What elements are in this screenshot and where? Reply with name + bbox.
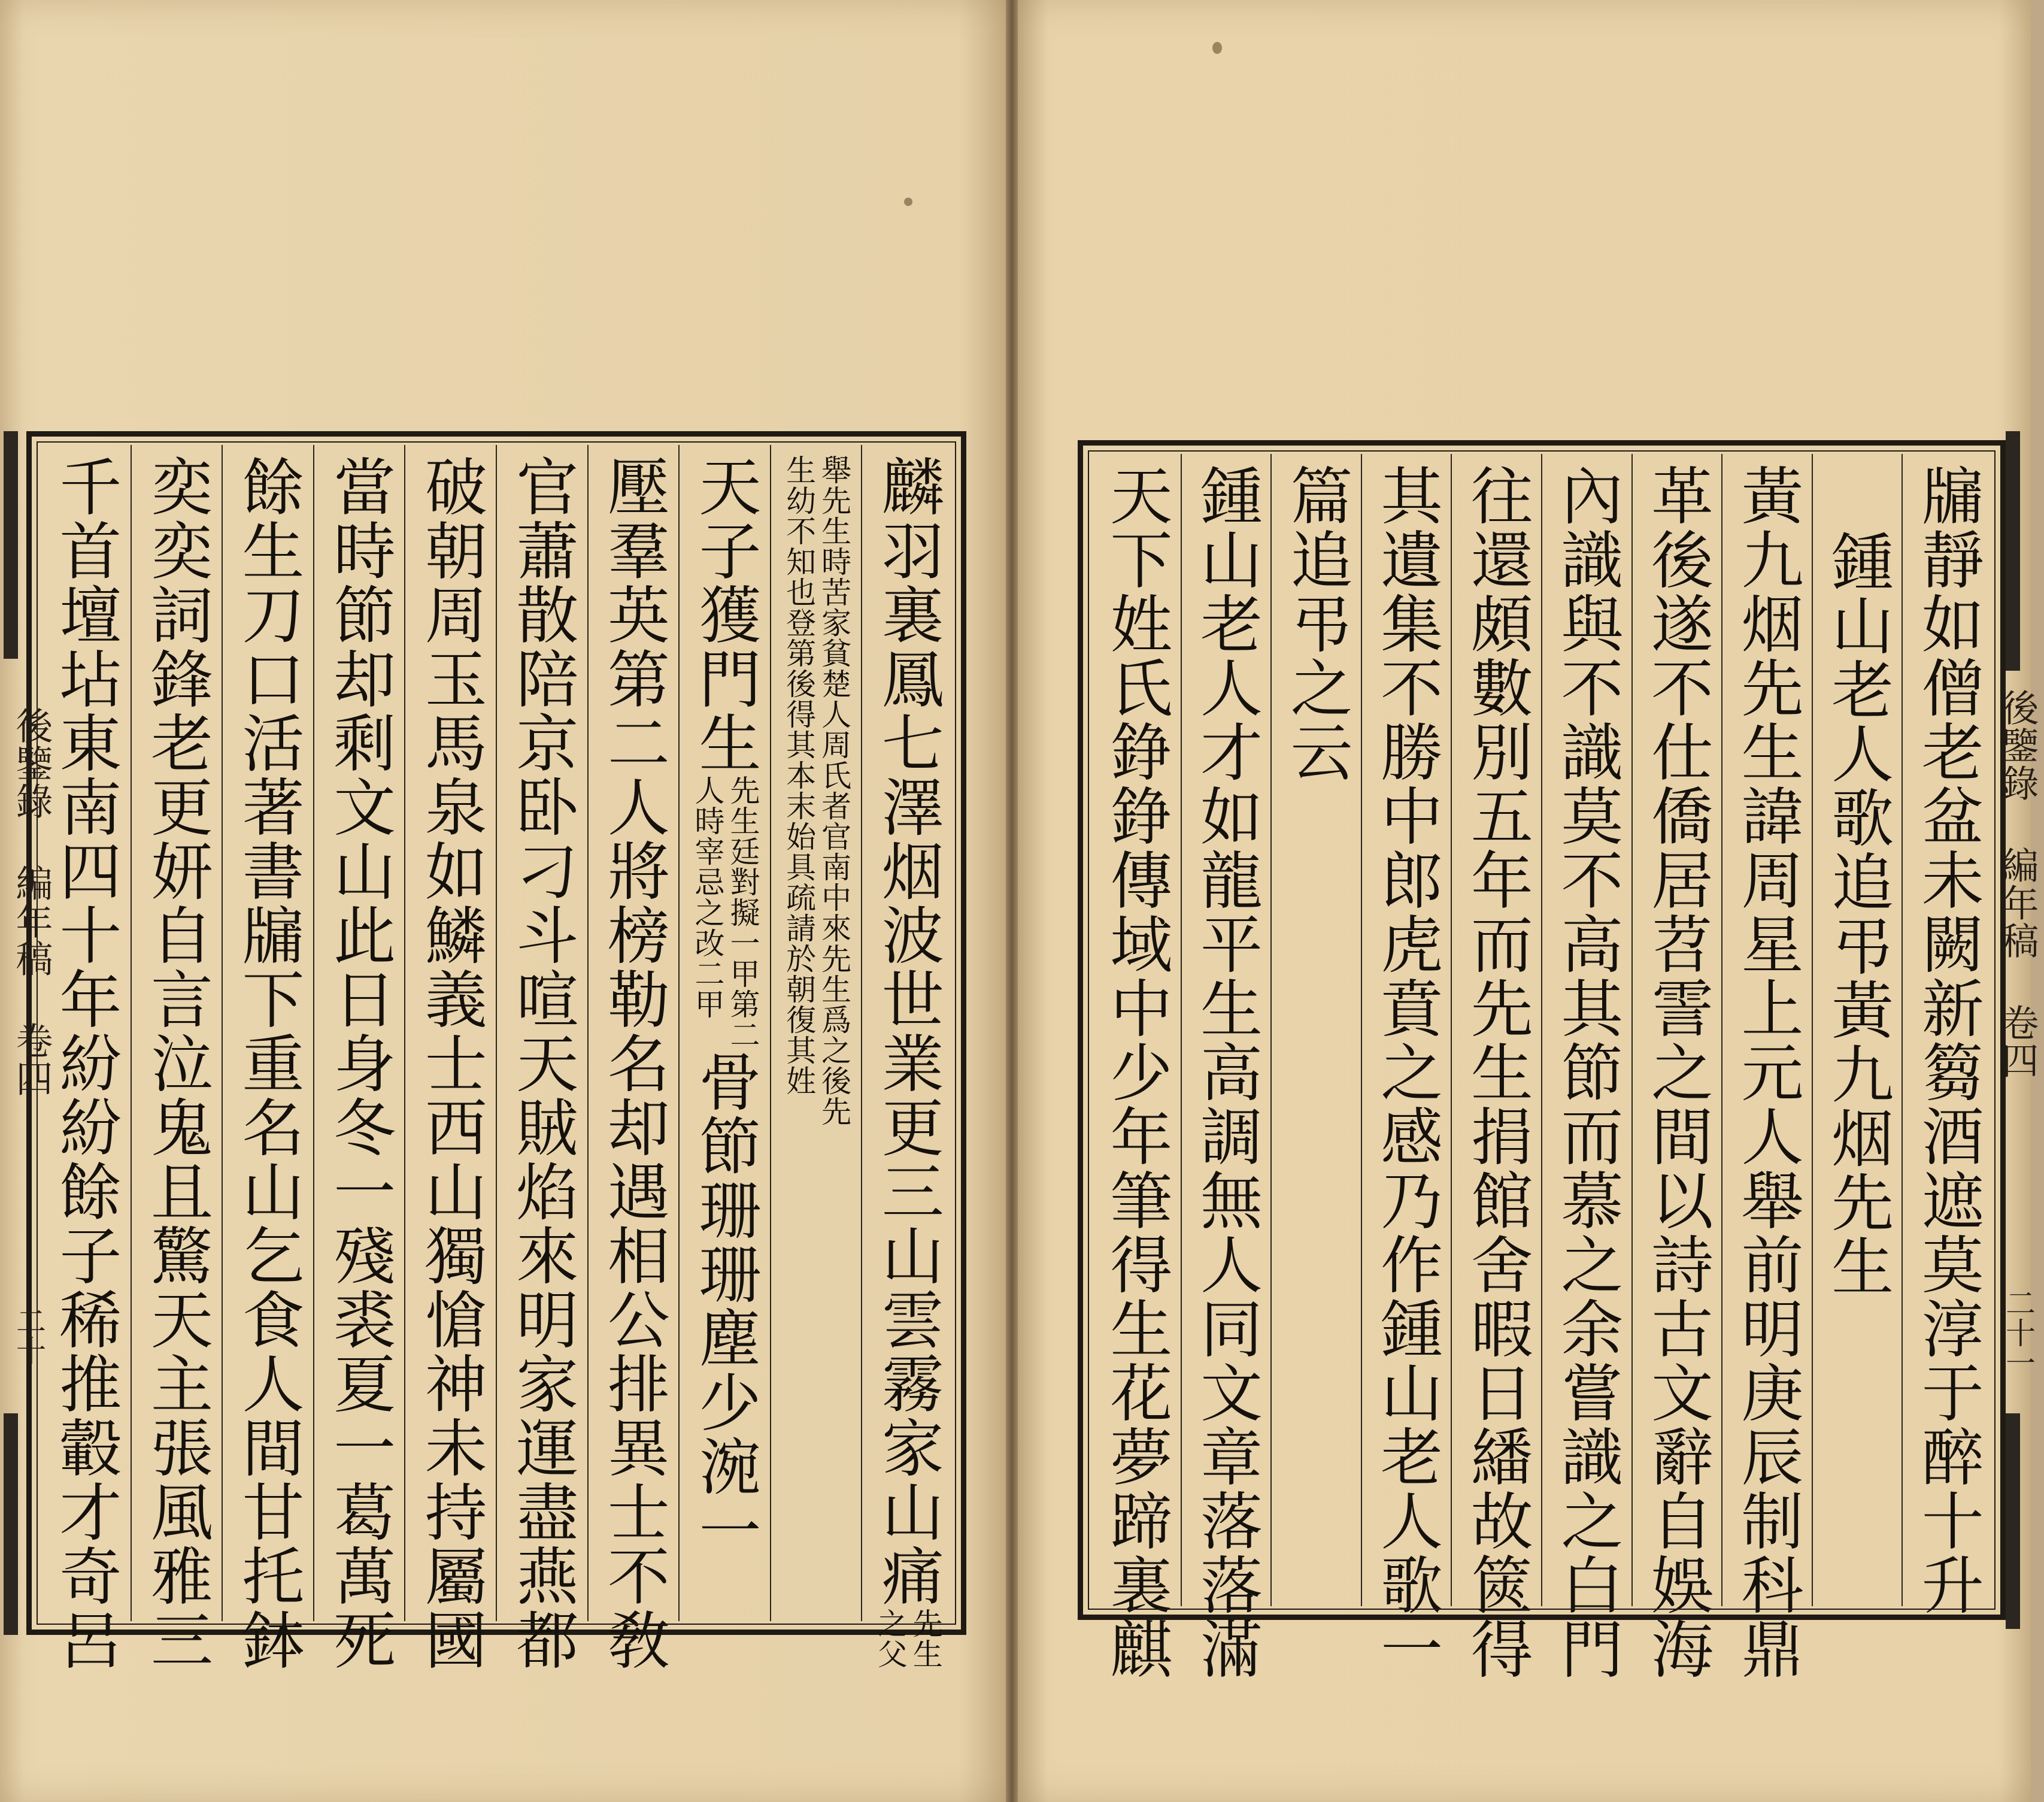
text-column (313, 445, 405, 1672)
column-text: 鍾山老人才如龍平生高調無人同文章落落滿 (1189, 464, 1263, 1681)
right-text-frame (1078, 440, 2006, 1681)
text-column (1091, 454, 1181, 1681)
side-label: 後鑒錄 編年稿 卷四 (10, 707, 53, 1097)
column-text: 內識與不識莫不高其節而慕之余嘗識之白門 (1550, 464, 1624, 1681)
text-column (678, 445, 770, 1621)
annotation-line: 生幼不知也登第後得其本末始具疏請於朝復其姓 (781, 455, 817, 1096)
column-text: 麟羽裏鳳七澤烟波世業更三山雲霧家山痛 (871, 455, 944, 1608)
text-column (1361, 454, 1451, 1681)
fishtail-bar (4, 1413, 18, 1635)
column-text: 往還頗數別五年而先生捐館舍暇日繙故篋得 (1460, 464, 1533, 1681)
text-column (496, 445, 587, 1672)
text-column (770, 445, 862, 1621)
column-text: 革後遂不仕僑居苕霅之間以詩古文辭自娛海 (1640, 464, 1714, 1681)
column-text: 骨節珊珊塵少涴一 (688, 1050, 762, 1562)
column-text: 牖靜如僧老盆未闕新篘酒遮莫淳于醉十升 (1910, 464, 1984, 1617)
annotation (691, 775, 759, 1050)
text-column (587, 445, 679, 1672)
text-column (131, 445, 222, 1672)
folio-number: 二十 (11, 1306, 46, 1365)
fishtail-bar (2006, 431, 2020, 671)
column-text: 破朝周玉馬泉如鱗義士西山獨愴神未持屬國 (414, 455, 487, 1672)
column-text: 黃九烟先生諱周星上元人舉前明庚辰制科鼎 (1730, 464, 1804, 1681)
fishtail-bar (2006, 1413, 2020, 1629)
column-text: 其遺集不勝中郎虎賁之感乃作鍾山老人歌一 (1370, 464, 1443, 1681)
left-text-frame (26, 431, 966, 1672)
right-page (1018, 0, 2039, 1802)
left-columns (40, 445, 953, 1672)
text-column (1631, 454, 1722, 1681)
text-column (1902, 454, 1992, 1617)
ink-stain (1212, 42, 1222, 54)
column-text: 餘生刀口活著書牖下重名山乞食人間甘托鉢 (231, 455, 305, 1672)
text-column (1181, 454, 1271, 1681)
annotation-line: 先生廷對擬一甲第二 (725, 775, 760, 1050)
side-label: 後鑒錄 編年稿 卷四 (1996, 689, 2039, 1079)
left-page (0, 0, 1006, 1802)
column-text: 奕奕詞鋒老更妍自言泣鬼且驚天主張風雅三 (139, 455, 213, 1672)
column-text: 官蕭散陪京卧刁斗喧天賊焰來明家運盡燕都 (505, 455, 579, 1672)
column-text: 天下姓氏錚錚傳域中少年筆得生花夢蹄裏麒 (1099, 464, 1173, 1681)
text-column (1451, 454, 1541, 1681)
text-column (861, 445, 953, 1669)
poem-title: 鍾山老人歌追弔黃九烟先生 (1821, 529, 1894, 1298)
text-column (404, 445, 496, 1672)
folio-number: 二十一 (2001, 1288, 2036, 1377)
text-column (1270, 454, 1361, 1606)
text-column (1812, 454, 1902, 1606)
annotation-line: 之父 (872, 1608, 908, 1669)
column-text: 壓羣英第二人將榜勒名却遇相公排異士不敎 (596, 455, 670, 1672)
column-text: 篇追弔之云 (1279, 464, 1353, 784)
fishtail-bar (4, 431, 18, 659)
column-text: 千首壇坫東南四十年紛紛餘子稀推轂才奇呂 (48, 455, 122, 1672)
annotation-line: 先生 (908, 1608, 943, 1669)
annotation-line: 舉先生時苦家貧楚人周氏者官南中來先生爲之後先 (817, 455, 852, 1126)
text-column (1541, 454, 1631, 1681)
right-columns (1091, 454, 1992, 1681)
annotation-line: 人時宰忌之改二甲 (690, 775, 725, 1019)
ink-stain (904, 198, 912, 206)
text-column (1721, 454, 1812, 1681)
annotation (874, 1608, 942, 1669)
column-text: 天子獲門生 (688, 455, 762, 775)
text-column (222, 445, 313, 1672)
column-text: 當時節却剩文山此日身冬一殘裘夏一葛萬死 (323, 455, 396, 1672)
annotation (782, 455, 850, 1126)
book-gutter (1006, 0, 1018, 1802)
